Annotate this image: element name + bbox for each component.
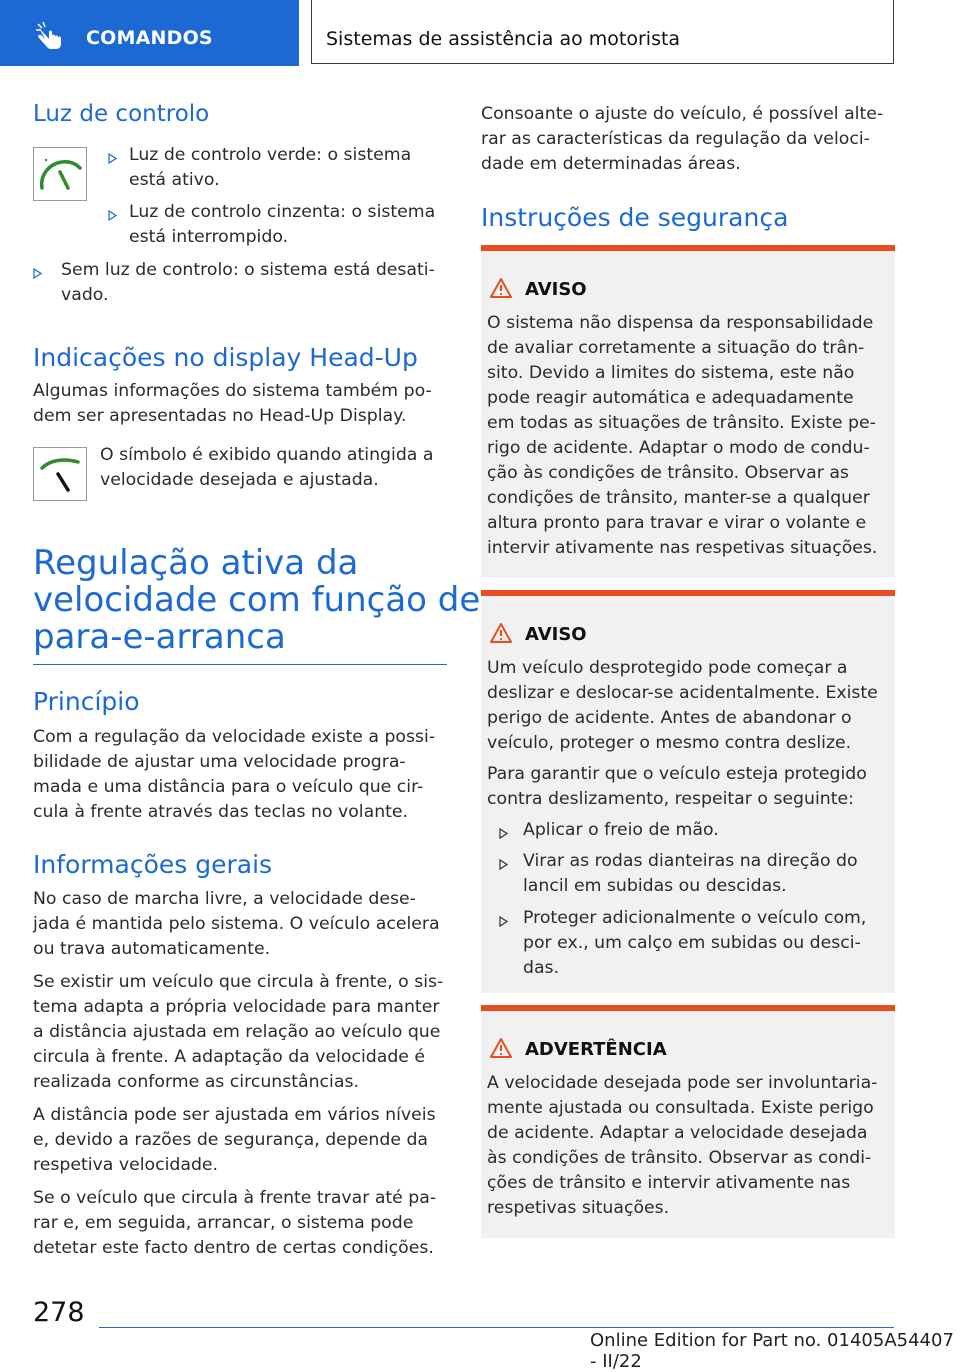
indicator-lamp-green bbox=[33, 147, 87, 201]
hud-paragraph-line1: Algumas informações do sistema também po- bbox=[33, 381, 432, 401]
warning-text-line: em todas as situações de trânsito. Existe pe- bbox=[487, 413, 876, 433]
speedometer-hud-icon bbox=[34, 448, 86, 500]
info-c-line3: respetiva velocidade. bbox=[33, 1155, 219, 1175]
warn2-bullet2-line1: Virar as rodas dianteiras na direção do bbox=[523, 851, 858, 871]
info-a-line3: ou trava automaticamente. bbox=[33, 939, 271, 959]
warn2-bullet3-line2: por ex., um calço em subidas ou desci- bbox=[523, 933, 861, 953]
warning-text-line: Um veículo desprotegido pode começar a bbox=[487, 658, 848, 678]
luz-none-line2: vado. bbox=[61, 285, 109, 305]
luz-none-line1: Sem luz de controlo: o sistema está desati- bbox=[61, 260, 435, 280]
warning-text-line: pode reagir automática e adequadamente bbox=[487, 388, 854, 408]
warning-text-line: A velocidade desejada pode ser involuntaria- bbox=[487, 1073, 878, 1093]
warn2-bullet3-line3: das. bbox=[523, 958, 560, 978]
info-b-line1: Se existir um veículo que circula à frente, o sis- bbox=[33, 972, 444, 992]
warning-2-title: AVISO bbox=[525, 624, 587, 645]
warning-box-1 bbox=[481, 245, 895, 578]
warning-text-line: condições de trânsito, manter-se a qualquer bbox=[487, 488, 870, 508]
warning-box-3 bbox=[481, 1005, 895, 1238]
warning-text-line: deslizar e deslocar-se acidentalmente. Existe bbox=[487, 683, 878, 703]
warning-text-line: O sistema não dispensa da responsabilidade bbox=[487, 313, 874, 333]
warning-triangle-icon bbox=[489, 277, 513, 299]
warning-text-line: de acidente. Adaptar a velocidade desejada bbox=[487, 1123, 868, 1143]
warning-triangle-icon bbox=[489, 1037, 513, 1059]
page-header bbox=[0, 0, 960, 66]
info-d-line3: detetar este facto dentro de certas condições. bbox=[33, 1238, 434, 1258]
luz-grey-line2: está interrompido. bbox=[129, 227, 289, 247]
warning-text-line: altura pronto para travar e virar o volante e bbox=[487, 513, 867, 533]
warning-2-body bbox=[487, 656, 878, 756]
info-b-line2: tema adapta a própria velocidade para manter bbox=[33, 997, 440, 1017]
main-heading-line3: para-e-arranca bbox=[33, 617, 286, 657]
warning-text-line: às condições de trânsito. Observar as condi- bbox=[487, 1148, 872, 1168]
info-d-line2: rar e, em seguida, arrancar, o sistema pode bbox=[33, 1213, 414, 1233]
warning-3-title: ADVERTÊNCIA bbox=[525, 1039, 667, 1060]
warning-box-2 bbox=[481, 590, 895, 993]
intro-line1: Consoante o ajuste do veículo, é possível alte- bbox=[481, 104, 884, 124]
luz-green-line2: está ativo. bbox=[129, 170, 220, 190]
hand-pointer-icon bbox=[36, 20, 70, 50]
chapter-title-box bbox=[311, 0, 894, 64]
warning-text-line: mente ajustada ou consultada. Existe perigo bbox=[487, 1098, 874, 1118]
warning-text-line: respetivas situações. bbox=[487, 1198, 670, 1218]
warning-text-line: sito. Devido a limites do sistema, este não bbox=[487, 363, 855, 383]
warn2-bullet1: Aplicar o freio de mão. bbox=[523, 820, 719, 840]
info-c-line2: e, devido a razões de segurança, depende da bbox=[33, 1130, 429, 1150]
warning-text-line: contra deslizamento, respeitar o seguinte: bbox=[487, 789, 854, 809]
chapter-title: Sistemas de assistência ao motorista bbox=[326, 28, 681, 50]
luz-heading: Luz de controlo bbox=[33, 101, 210, 127]
edition-note: Online Edition for Part no. 01405A54407 - II/22 bbox=[590, 1330, 954, 1372]
intro-line3: dade em determinadas áreas. bbox=[481, 154, 741, 174]
bullet-triangle-icon bbox=[108, 153, 117, 164]
main-heading-line1: Regulação ativa da bbox=[33, 543, 359, 583]
hud-icon-text-line2: velocidade desejada e ajustada. bbox=[100, 470, 379, 490]
section-label: COMANDOS bbox=[86, 27, 213, 49]
warning-1-body bbox=[487, 311, 877, 561]
warning-3-body bbox=[487, 1071, 877, 1221]
principio-line3: mada e uma distância para o veículo que cir- bbox=[33, 777, 424, 797]
warn2-bullet2-line2: lancil em subidas ou descidas. bbox=[523, 876, 787, 896]
warning-text-line: ções de trânsito e intervir ativamente nas bbox=[487, 1173, 851, 1193]
bullet-triangle-icon bbox=[33, 268, 42, 279]
speedometer-green-icon bbox=[34, 148, 86, 200]
warning-text-line: ção às condições de trânsito. Observar as bbox=[487, 463, 849, 483]
principio-heading: Princípio bbox=[33, 687, 140, 716]
hud-icon-text-line1: O símbolo é exibido quando atingida a bbox=[100, 445, 434, 465]
info-a-line2: jada é mantida pelo sistema. O veículo acelera bbox=[33, 914, 440, 934]
principio-line4: cula à frente através das teclas no volante. bbox=[33, 802, 409, 822]
bullet-triangle-icon bbox=[499, 916, 508, 927]
warning-1-title: AVISO bbox=[525, 279, 587, 300]
main-heading-line2: velocidade com função de bbox=[33, 580, 481, 620]
info-c-line1: A distância pode ser ajustada em vários níveis bbox=[33, 1105, 436, 1125]
principio-line1: Com a regulação da velocidade existe a possi- bbox=[33, 727, 436, 747]
warning-text-line: de avaliar corretamente a situação do trân- bbox=[487, 338, 865, 358]
info-b-line3: a distância ajustada em relação ao veículo que bbox=[33, 1022, 441, 1042]
hud-paragraph-line2: dem ser apresentadas no Head-Up Display. bbox=[33, 406, 407, 426]
warning-text-line: Para garantir que o veículo esteja protegido bbox=[487, 764, 867, 784]
warning-text-line: veículo, proteger o mesmo contra deslize. bbox=[487, 733, 852, 753]
footer-rule bbox=[99, 1327, 894, 1328]
info-d-line1: Se o veículo que circula à frente travar até pa- bbox=[33, 1188, 437, 1208]
heading-underline bbox=[33, 664, 447, 665]
warning-text-line: rigo de acidente. Adaptar o modo de condu- bbox=[487, 438, 870, 458]
section-tab[interactable] bbox=[0, 0, 299, 66]
luz-grey-line1: Luz de controlo cinzenta: o sistema bbox=[129, 202, 436, 222]
info-a-line1: No caso de marcha livre, a velocidade dese- bbox=[33, 889, 416, 909]
warning-text-line: intervir ativamente nas respetivas situações. bbox=[487, 538, 878, 558]
page-number: 278 bbox=[33, 1297, 85, 1328]
warn2-bullet3-line1: Proteger adicionalmente o veículo com, bbox=[523, 908, 867, 928]
info-b-line4: circula à frente. A adaptação da velocidade é bbox=[33, 1047, 426, 1067]
bullet-triangle-icon bbox=[499, 859, 508, 870]
principio-line2: bilidade de ajustar uma velocidade progra- bbox=[33, 752, 406, 772]
warning-2-body-b bbox=[487, 762, 867, 812]
warning-triangle-icon bbox=[489, 622, 513, 644]
info-b-line5: realizada conforme as circunstâncias. bbox=[33, 1072, 359, 1092]
bullet-triangle-icon bbox=[108, 210, 117, 221]
info-heading: Informações gerais bbox=[33, 850, 273, 879]
warning-text-line: perigo de acidente. Antes de abandonar o bbox=[487, 708, 852, 728]
safety-heading: Instruções de segurança bbox=[481, 203, 789, 232]
intro-line2: rar as características da regulação da veloci- bbox=[481, 129, 870, 149]
hud-symbol-box bbox=[33, 447, 87, 501]
bullet-triangle-icon bbox=[499, 828, 508, 839]
hud-heading: Indicações no display Head-Up bbox=[33, 343, 418, 372]
luz-green-line1: Luz de controlo verde: o sistema bbox=[129, 145, 412, 165]
